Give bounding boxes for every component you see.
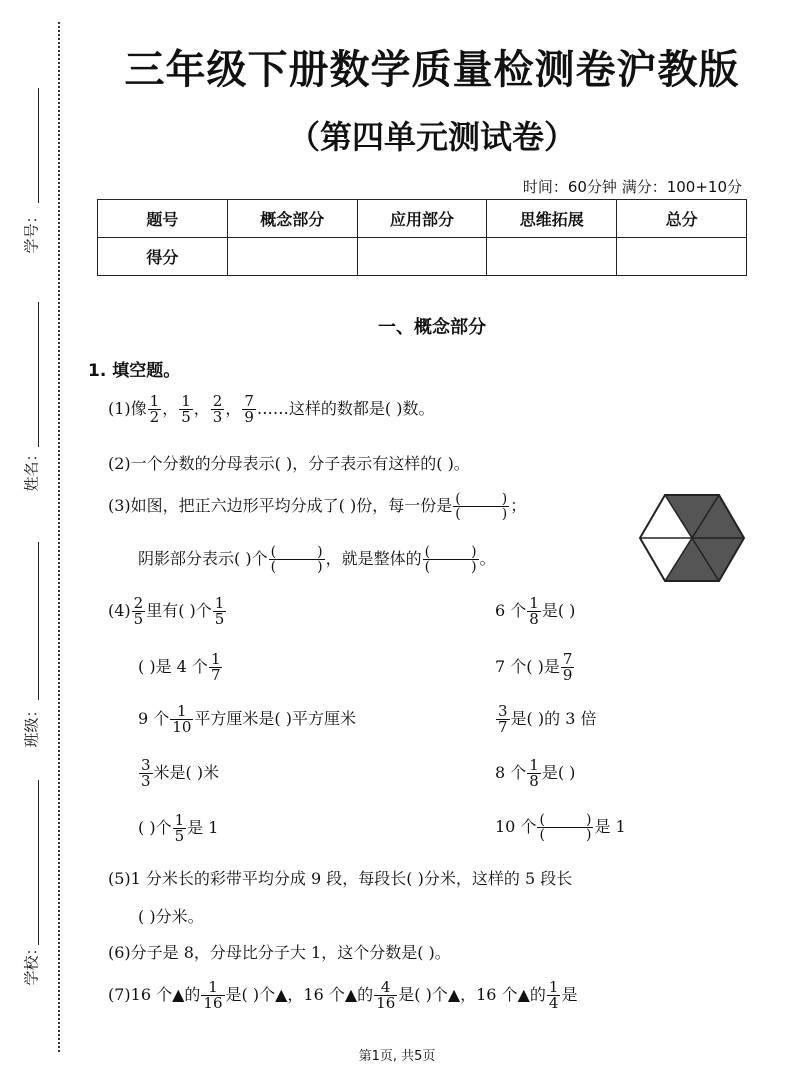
fraction: $\frac{1}{2}$ — [149, 392, 160, 426]
score-cell[interactable] — [357, 238, 487, 276]
student-id-label: 学号： — [22, 208, 41, 254]
page-subtitle: （第四单元测试卷） — [287, 118, 576, 156]
name-label: 姓名： — [22, 446, 41, 492]
name-line[interactable] — [38, 302, 39, 447]
score-table-header-row — [98, 200, 747, 238]
q1-part-5-line-1: (5)1 分米长的彩带平均分成 9 段，每段长( )分米，这样的 5 段长 — [108, 869, 573, 888]
fraction: $\frac{1}{5}$ — [181, 392, 191, 426]
q1-part-4-item: 6 个 $\frac{1}{8}$ 是( ) — [495, 594, 576, 628]
score-header-cell: 应用部分 — [357, 200, 487, 238]
fraction: $\frac{3}{7}$ — [498, 702, 508, 736]
q1-p3-punct: ； — [510, 496, 527, 515]
q1-part-4-item: 8 个 $\frac{1}{8}$ 是( ) — [495, 756, 576, 790]
score-cell[interactable] — [617, 238, 747, 276]
student-id-line[interactable] — [38, 88, 39, 203]
q1-p3-text: 阴影部分表示( )个 — [138, 549, 268, 568]
score-header-cell: 概念部分 — [227, 200, 357, 238]
fraction: $\frac{1}{16}$ — [203, 978, 223, 1012]
fraction: $\frac{1}{8}$ — [529, 756, 539, 790]
fraction: $\frac{2}{3}$ — [212, 392, 223, 426]
q1-part-4-item: 10 个 ( ) ( ) 是 1 — [495, 812, 626, 843]
page-title: 三年级下册数学质量检测卷沪教版 — [124, 47, 740, 93]
school-label: 学校： — [22, 940, 41, 986]
q1-part-5-line-2: ( )分米。 — [138, 907, 204, 926]
binding-sidebar — [0, 0, 62, 1073]
q1-p1-tail: ……这样的数都是( )数。 — [256, 399, 435, 418]
score-cell[interactable] — [487, 238, 617, 276]
school-line[interactable] — [38, 780, 39, 945]
q1-part-3-line-1 — [108, 492, 526, 521]
q1-part-6: (6)分子是 8，分母比分子大 1，这个分数是( )。 — [108, 943, 451, 962]
q1-part-4-item: $\frac{3}{3}$ 米是( )米 — [141, 756, 220, 790]
class-line[interactable] — [38, 542, 39, 700]
q1-part-4-item: $\frac{3}{7}$ 是( )的 3 倍 — [498, 702, 597, 736]
q1-p3-text: ，就是整体的 — [325, 549, 422, 568]
fraction: $\frac{1}{10}$ — [172, 702, 192, 736]
q1-part-3-line-2 — [138, 545, 496, 574]
score-table — [97, 199, 747, 276]
q1-part-4-item: 9 个 $\frac{1}{10}$ 平方厘米是( )平方厘米 — [138, 702, 356, 736]
score-cell[interactable] — [227, 238, 357, 276]
fraction: $\frac{1}{4}$ — [548, 978, 559, 1012]
blank-fraction[interactable]: ( ) ( ) — [455, 491, 508, 522]
q1-part-2: (2)一个分数的分母表示( )，分子表示有这样的( )。 — [108, 454, 470, 473]
fraction: $\frac{1}{5}$ — [214, 594, 225, 628]
fraction: $\frac{4}{16}$ — [376, 978, 396, 1012]
binding-dotted-line — [58, 22, 60, 1052]
fraction: $\frac{7}{9}$ — [562, 650, 573, 684]
score-header-cell: 题号 — [98, 200, 228, 238]
q1-p1-label: (1)像 — [108, 399, 147, 418]
hexagon-figure — [638, 493, 746, 583]
blank-fraction[interactable]: ( ) ( ) — [270, 544, 323, 575]
fraction: $\frac{7}{9}$ — [244, 392, 254, 426]
q1-p3-text: (3)如图，把正六边形平均分成了( )份，每一份是 — [108, 496, 453, 515]
section-heading: 一、概念部分 — [378, 317, 486, 338]
fraction: $\frac{1}{8}$ — [529, 594, 539, 628]
blank-fraction[interactable]: ( ) ( ) — [539, 812, 592, 843]
score-header-cell: 总分 — [617, 200, 747, 238]
q1-part-7: (7)16 个▲的 $\frac{1}{16}$ 是( )个▲，16 个▲的 $\frac{4}{16}$ 是( )个▲，16 个▲的 $\frac{1}{4}$ 是 — [108, 978, 578, 1012]
fraction: $\frac{1}{7}$ — [210, 650, 221, 684]
fraction: $\frac{3}{3}$ — [141, 756, 151, 790]
score-header-cell: 思维拓展 — [487, 200, 617, 238]
fraction: $\frac{2}{5}$ — [133, 594, 144, 628]
q1-part-4-item: ( )个 $\frac{1}{5}$ 是 1 — [138, 811, 219, 845]
question-1-heading: 1. 填空题。 — [88, 361, 181, 381]
q1-part-4-item: (4) $\frac{2}{5}$ 里有( )个 $\frac{1}{5}$ — [108, 594, 225, 628]
score-row-label: 得分 — [98, 238, 228, 276]
blank-fraction[interactable]: ( ) ( ) — [424, 544, 477, 575]
q1-part-4-item: ( )是 4 个 $\frac{1}{7}$ — [138, 650, 221, 684]
exam-meta: 时间：60分钟 满分：100+10分 — [522, 178, 742, 196]
fraction: $\frac{1}{5}$ — [174, 811, 185, 845]
class-label: 班级： — [22, 702, 41, 748]
score-table-score-row — [98, 238, 747, 276]
q1-p3-punct: 。 — [479, 549, 496, 568]
page-footer: 第1页, 共5页 — [358, 1049, 436, 1064]
q1-part-1: (1)像 $\frac{1}{2}$ ， $\frac{1}{5}$ ， $\frac{2}{3}$ ， $\frac{7}{9}$ ……这样的数都是( )数。 — [108, 392, 435, 426]
q1-part-4-item: 7 个( )是 $\frac{7}{9}$ — [495, 650, 573, 684]
